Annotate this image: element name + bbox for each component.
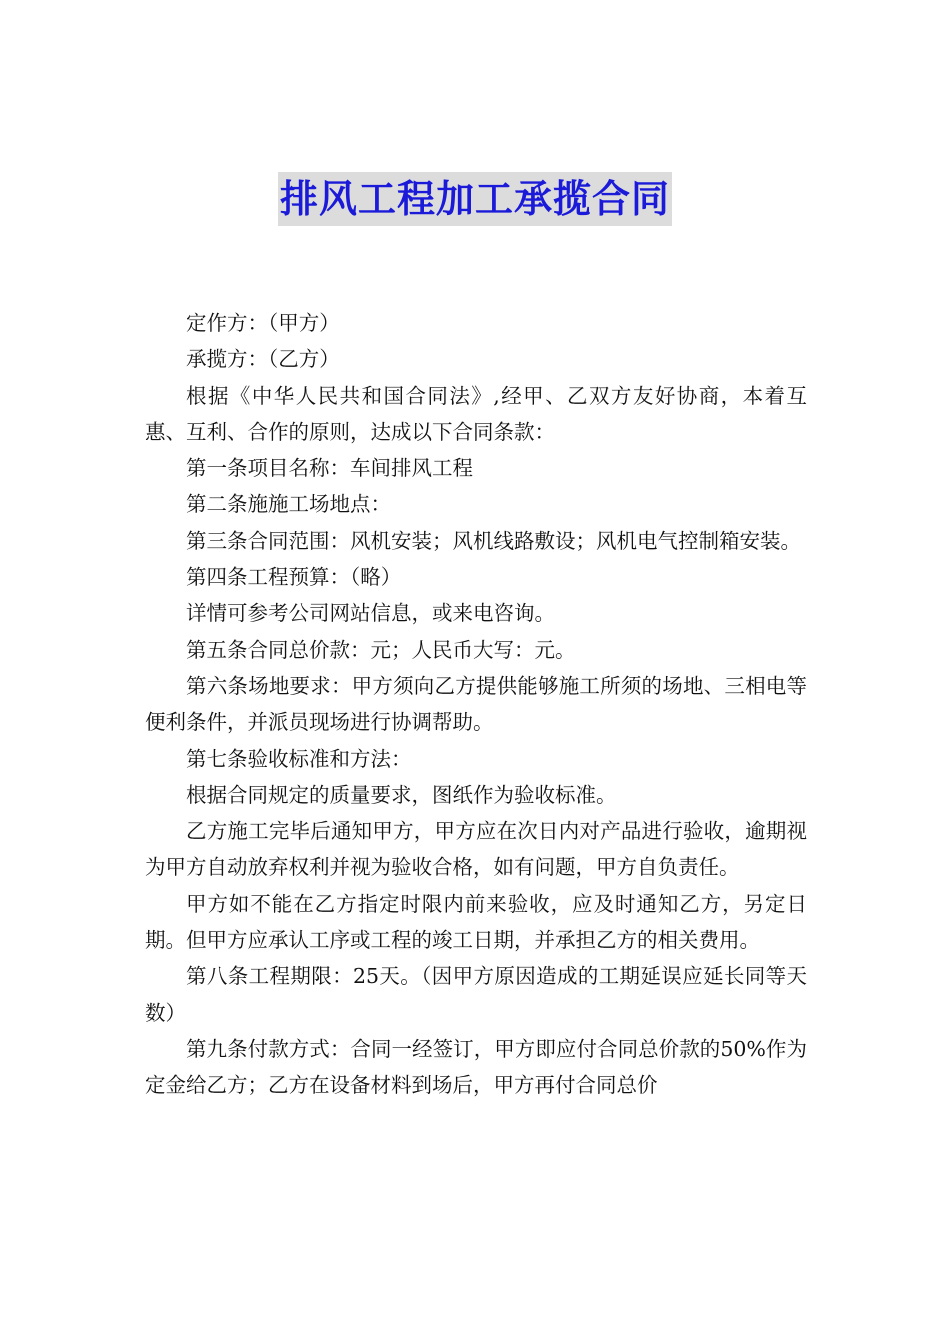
- paragraph-article-4: 第四条工程预算：（略）: [186, 565, 402, 590]
- paragraph-article-5: 第五条合同总价款：元；人民币大写：元。: [186, 637, 576, 662]
- paragraph-article-8: 第八条工程期限：25天。（因甲方原因造成的工期延误应延长同等天数）: [145, 964, 807, 1025]
- paragraph-article-7: 第七条验收标准和方法：: [186, 746, 412, 771]
- paragraph-article-3: 第三条合同范围：风机安装；风机线路敷设；风机电气控制箱安装。: [186, 528, 801, 553]
- paragraph-article-7-inspection: 乙方施工完毕后通知甲方，甲方应在次日内对产品进行验收，逾期视为甲方自动放弃权利并视为验收合格，如有问题，甲方自负责任。: [145, 819, 807, 880]
- paragraph-article-4-note: 详情可参考公司网站信息，或来电咨询。: [186, 601, 555, 626]
- paragraph-party-b: 承揽方：（乙方）: [186, 347, 340, 372]
- document-body: [145, 305, 807, 1104]
- paragraph-article-6: 第六条场地要求：甲方须向乙方提供能够施工所须的场地、三相电等便利条件，并派员现场进行协调帮助。: [145, 673, 807, 735]
- paragraph-party-a: 定作方：（甲方）: [186, 311, 340, 335]
- paragraph-article-7-standard: 根据合同规定的质量要求，图纸作为验收标准。: [186, 782, 617, 807]
- document-title: 排风工程加工承揽合同: [278, 172, 672, 226]
- paragraph-article-7-reschedule: 甲方如不能在乙方指定时限内前来验收，应及时通知乙方，另定日期。但甲方应承认工序或工程的竣工日期，并承担乙方的相关费用。: [145, 891, 807, 953]
- paragraph-article-9: 第九条付款方式：合同一经签订，甲方即应付合同总价款的50%作为定金给乙方；乙方在设备材料到场后，甲方再付合同总价: [145, 1036, 807, 1098]
- paragraph-article-2: 第二条施施工场地点：: [186, 492, 391, 517]
- paragraph-article-1: 第一条项目名称：车间排风工程: [186, 456, 473, 481]
- title-container: [0, 172, 950, 226]
- paragraph-preamble: 根据《中华人民共和国合同法》,经甲、乙双方友好协商，本着互惠、互利、合作的原则，达成以下合同条款：: [145, 383, 807, 444]
